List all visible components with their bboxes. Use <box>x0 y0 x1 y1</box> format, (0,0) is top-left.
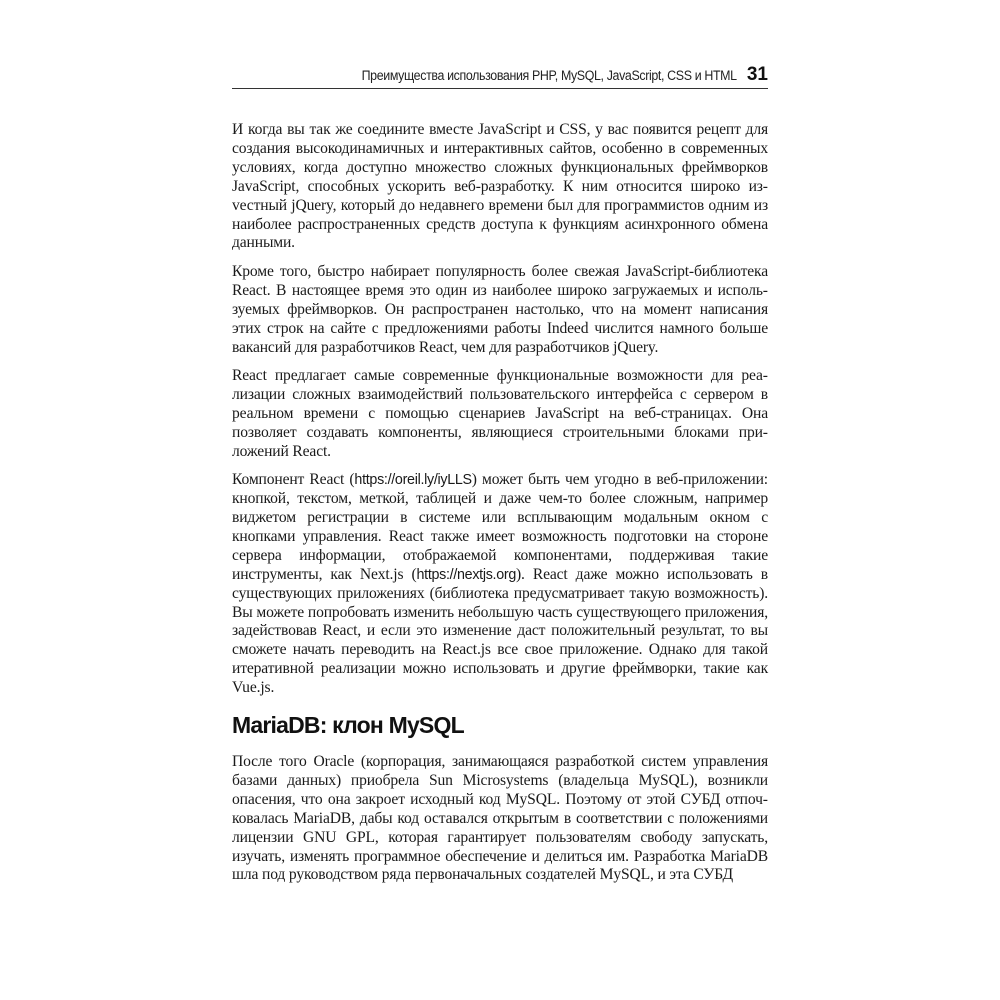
header-rule <box>232 88 768 89</box>
paragraph-react-features: React предлагает самые современные функциональные возможности для реализации сложных взаимодействий пользовательского интерфейса с сервером в реальном времени с помощью сценариев JavaScript на веб-страницах. Она позволяет создавать компоненты, являющиеся строительными блоками приложений React. <box>232 367 768 460</box>
paragraph-jquery: И когда вы так же соедините вместе JavaScript и CSS, у вас появится рецепт для создания высокодинамичных и интерактивных сайтов, особенно в современных условиях, когда доступно множество сложных функциональных фреймворков JavaScript, способных ускорить веб-разработку. К ним относится широко изvестный jQuery, который до недавнего времени был для программистов одним из наиболее распространенных средств доступа к функциям асинхронного обмена данными. <box>232 121 768 252</box>
section-body <box>232 753 768 895</box>
nextjs-link[interactable]: https://nextjs.org <box>416 566 516 583</box>
paragraph-react-components <box>232 471 768 698</box>
react-component-link[interactable]: https://oreil.ly/iyLLS <box>354 472 472 489</box>
running-header <box>232 64 768 86</box>
paragraph-text-part: ) может быть чем угодно в веб-приложении: кнопкой, текстом, меткой, таблицей и даже чем-то более сложным, например виджетом регистрации в системе или всплывающим модальным окном с кнопками управления. React также имеет возможность подготовки на стороне сервера информации, отображаемой компонентами, поддерживая такие инструменты, как Next.js ( <box>232 471 768 583</box>
paragraph-text-part: Компонент React ( <box>232 471 355 489</box>
paragraph-react-popularity: Кроме того, быстро набирает популярность более свежая JavaScript-библиотека React. В настоящее время это один из наиболее широко загружаемых и используемых фреймворков. Он распространен настолько, что на момент написания этих строк на сайте с предложениями работы Indeed числится намного больше вакансий для разработчиков React, чем для разработчиков jQuery. <box>232 262 768 356</box>
paragraph-mariadb: После того Oracle (корпорация, занимающаяся разработкой систем управления базами данных) приобрела Sun Microsystems (владельца MySQL), возникли опасения, что она закроет исходный код MySQL. Поэтому от этой СУБД отпочковалась MariaDB, дабы код оставался открытым в соответствии с положениями лицензии GNU GPL, которая гарантирует пользователям свободу запускать, изучать, изменять программное обеспечение и делиться им. Разработка MariaDB шла под руководством ряда первоначальных создателей MySQL, и эта СУБД <box>232 753 768 884</box>
page-number: 31 <box>746 64 768 85</box>
body-text <box>232 121 768 708</box>
running-title: Преимущества использования PHP, MySQL, JavaScript, CSS и HTML <box>361 68 737 83</box>
paragraph-text-part: ). React даже можно использовать в существующих приложениях (библиотека предусматривает такую возможность). Вы можете попробовать изменить небольшую часть существующего приложения, задействовав React, и если это изменение даст положительный результат, то вы сможете начать переводить на React.js все свое приложение. Однако для такой итеративной реализации можно использовать и другие фреймворки, такие как Vue.js. <box>232 565 768 697</box>
section-heading: MariaDB: клон MySQL <box>232 712 464 738</box>
